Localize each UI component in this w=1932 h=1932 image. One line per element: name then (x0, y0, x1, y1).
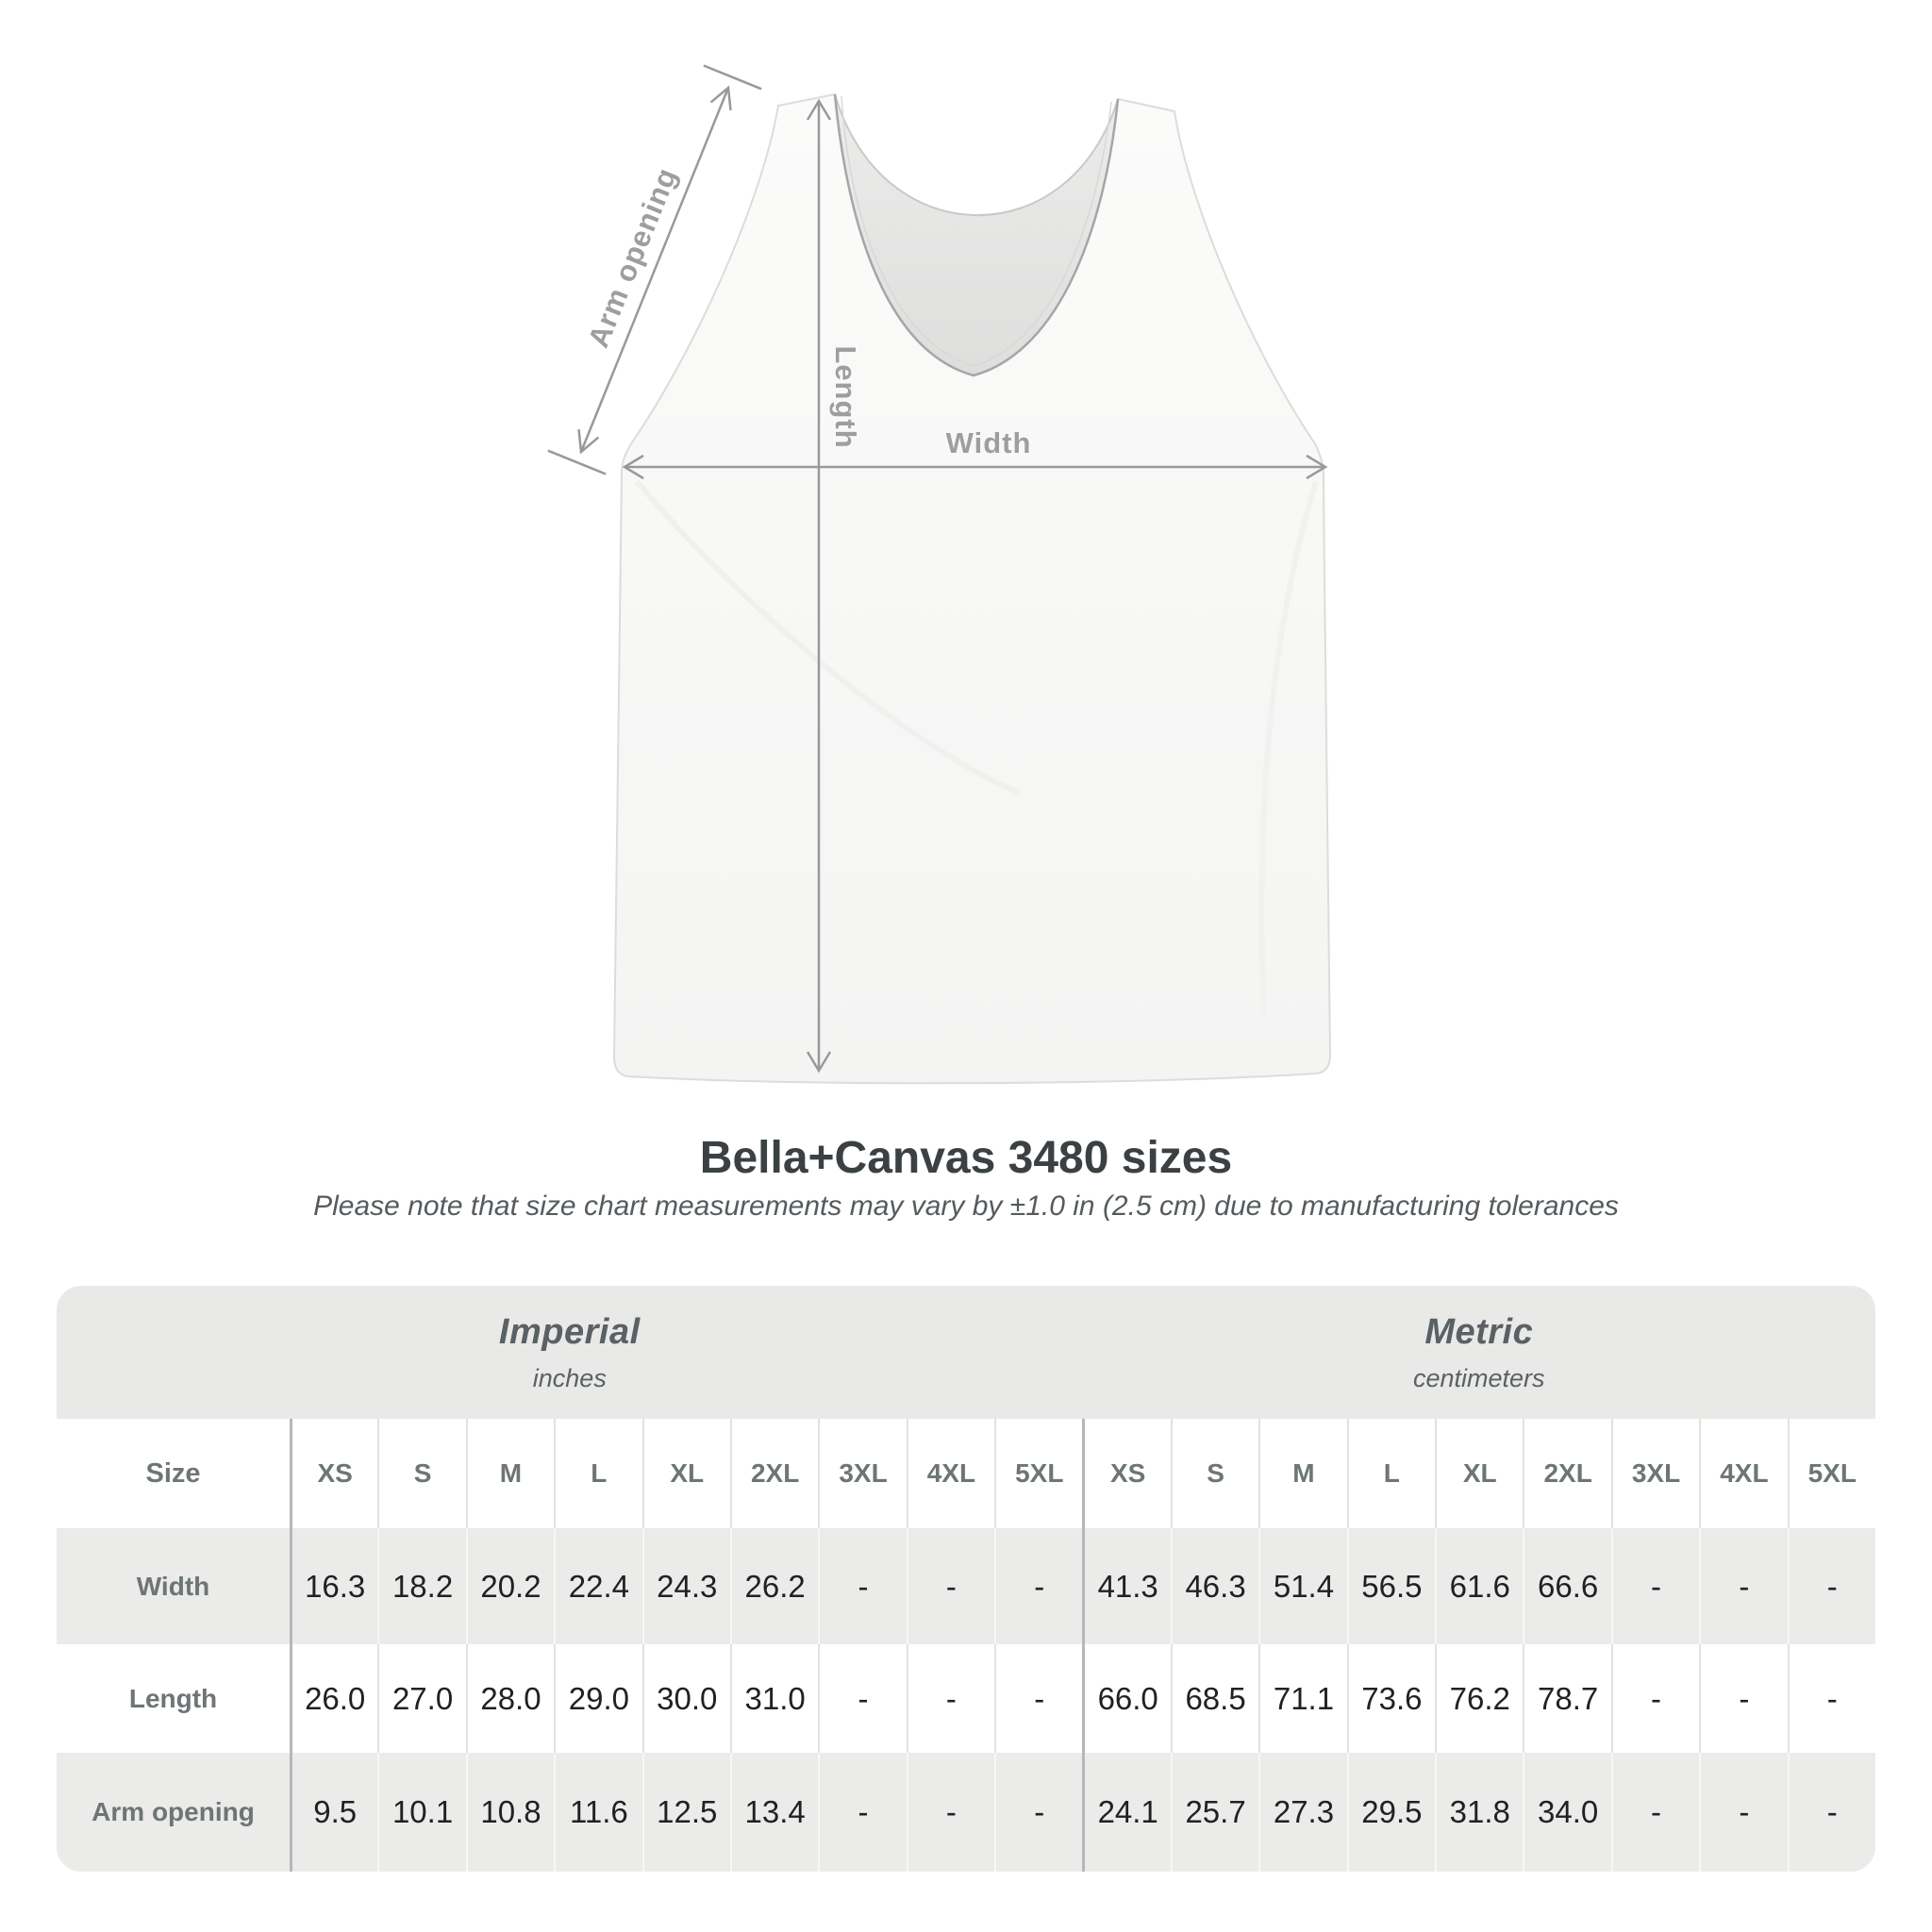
size-chart-table (57, 1286, 1875, 1872)
metric-section-title: Metric (1424, 1311, 1534, 1352)
measurement-cell: - (818, 1644, 906, 1753)
measurement-cell: 61.6 (1435, 1528, 1523, 1644)
measurement-cell: - (1788, 1753, 1875, 1872)
column-header: XS (1082, 1419, 1170, 1528)
measurement-cell: 11.6 (554, 1753, 641, 1872)
measurement-cell: 46.3 (1171, 1528, 1258, 1644)
measurement-cell: 71.1 (1258, 1644, 1346, 1753)
measurement-cell: - (994, 1644, 1082, 1753)
measurement-cell: - (1699, 1644, 1787, 1753)
column-header: XL (642, 1419, 730, 1528)
measurement-cell: 78.7 (1523, 1644, 1610, 1753)
measurement-cell: 9.5 (290, 1753, 377, 1872)
table-row (57, 1644, 1875, 1753)
measurement-cell: 25.7 (1171, 1753, 1258, 1872)
column-header: 5XL (1788, 1419, 1875, 1528)
tank-top-diagram (528, 38, 1377, 1094)
measurement-cell: 20.2 (466, 1528, 554, 1644)
measurement-cell: 31.8 (1435, 1753, 1523, 1872)
column-header: L (554, 1419, 641, 1528)
measurement-cell: - (1611, 1528, 1699, 1644)
measurement-cell: 30.0 (642, 1644, 730, 1753)
size-grid (57, 1419, 1875, 1872)
column-header: 3XL (818, 1419, 906, 1528)
table-row (57, 1528, 1875, 1644)
measurement-cell: 18.2 (377, 1528, 465, 1644)
measurement-cell: 13.4 (730, 1753, 818, 1872)
measurement-cell: 31.0 (730, 1644, 818, 1753)
imperial-section-title: Imperial (498, 1311, 641, 1352)
measurement-cell: - (994, 1753, 1082, 1872)
width-dimension-label: Width (945, 426, 1032, 459)
measurement-cell: - (818, 1753, 906, 1872)
row-label: Width (136, 1571, 210, 1601)
measurement-cell: - (907, 1753, 994, 1872)
measurement-cell: 29.5 (1347, 1753, 1435, 1872)
length-dimension-label: Length (829, 345, 862, 449)
row-label: Length (128, 1683, 218, 1713)
measurement-cell: - (1699, 1753, 1787, 1872)
measurement-cell: 26.0 (290, 1644, 377, 1753)
measurement-cell: 24.1 (1082, 1753, 1170, 1872)
measurement-cell: 27.3 (1258, 1753, 1346, 1872)
column-header: L (1347, 1419, 1435, 1528)
column-header: S (377, 1419, 465, 1528)
row-label: Arm opening (92, 1797, 255, 1826)
page-title: Bella+Canvas 3480 sizes (699, 1133, 1233, 1183)
measurement-cell: 73.6 (1347, 1644, 1435, 1753)
table-row (57, 1753, 1875, 1872)
measurement-cell: - (1611, 1753, 1699, 1872)
measurement-cell: 66.6 (1523, 1528, 1610, 1644)
measurement-cell: 68.5 (1171, 1644, 1258, 1753)
imperial-section (57, 1286, 1083, 1419)
measurement-cell: - (907, 1528, 994, 1644)
measurement-cell: 29.0 (554, 1644, 641, 1753)
unit-section-band (57, 1286, 1875, 1419)
metric-section-unit: centimeters (1413, 1363, 1545, 1392)
measurement-cell: - (994, 1528, 1082, 1644)
measurement-cell: - (1788, 1528, 1875, 1644)
measurement-cell: 16.3 (290, 1528, 377, 1644)
arm-opening-dimension-label: Arm opening (581, 162, 684, 353)
column-header: 5XL (994, 1419, 1082, 1528)
size-header-row (57, 1419, 1875, 1528)
column-header: 2XL (730, 1419, 818, 1528)
column-header: 4XL (1699, 1419, 1787, 1528)
measurement-cell: 27.0 (377, 1644, 465, 1753)
metric-section (1083, 1286, 1875, 1419)
measurement-cell: 76.2 (1435, 1644, 1523, 1753)
column-header: 4XL (907, 1419, 994, 1528)
measurement-cell: - (1788, 1644, 1875, 1753)
measurement-cell: 24.3 (642, 1528, 730, 1644)
measurement-cell: 28.0 (466, 1644, 554, 1753)
column-header: XL (1435, 1419, 1523, 1528)
measurement-cell: - (1699, 1528, 1787, 1644)
measurement-cell: - (1611, 1644, 1699, 1753)
measurement-cell: 51.4 (1258, 1528, 1346, 1644)
measurement-cell: 66.0 (1082, 1644, 1170, 1753)
measurement-cell: - (818, 1528, 906, 1644)
measurement-cell: 34.0 (1523, 1753, 1610, 1872)
measurement-cell: 10.8 (466, 1753, 554, 1872)
column-header: 2XL (1523, 1419, 1610, 1528)
measurement-cell: 10.1 (377, 1753, 465, 1872)
measurement-cell: 22.4 (554, 1528, 641, 1644)
measurement-cell: - (907, 1644, 994, 1753)
size-corner-header: Size (145, 1457, 201, 1489)
measurement-cell: 41.3 (1082, 1528, 1170, 1644)
tolerance-note: Please note that size chart measurements may vary by ±1.0 in (2.5 cm) due to manufacturing tolerances (313, 1191, 1619, 1222)
column-header: M (1258, 1419, 1346, 1528)
measurement-cell: 56.5 (1347, 1528, 1435, 1644)
column-header: 3XL (1611, 1419, 1699, 1528)
column-header: XS (290, 1419, 377, 1528)
measurement-cell: 26.2 (730, 1528, 818, 1644)
column-header: M (466, 1419, 554, 1528)
measurement-cell: 12.5 (642, 1753, 730, 1872)
imperial-section-unit: inches (532, 1363, 607, 1392)
column-header: S (1171, 1419, 1258, 1528)
